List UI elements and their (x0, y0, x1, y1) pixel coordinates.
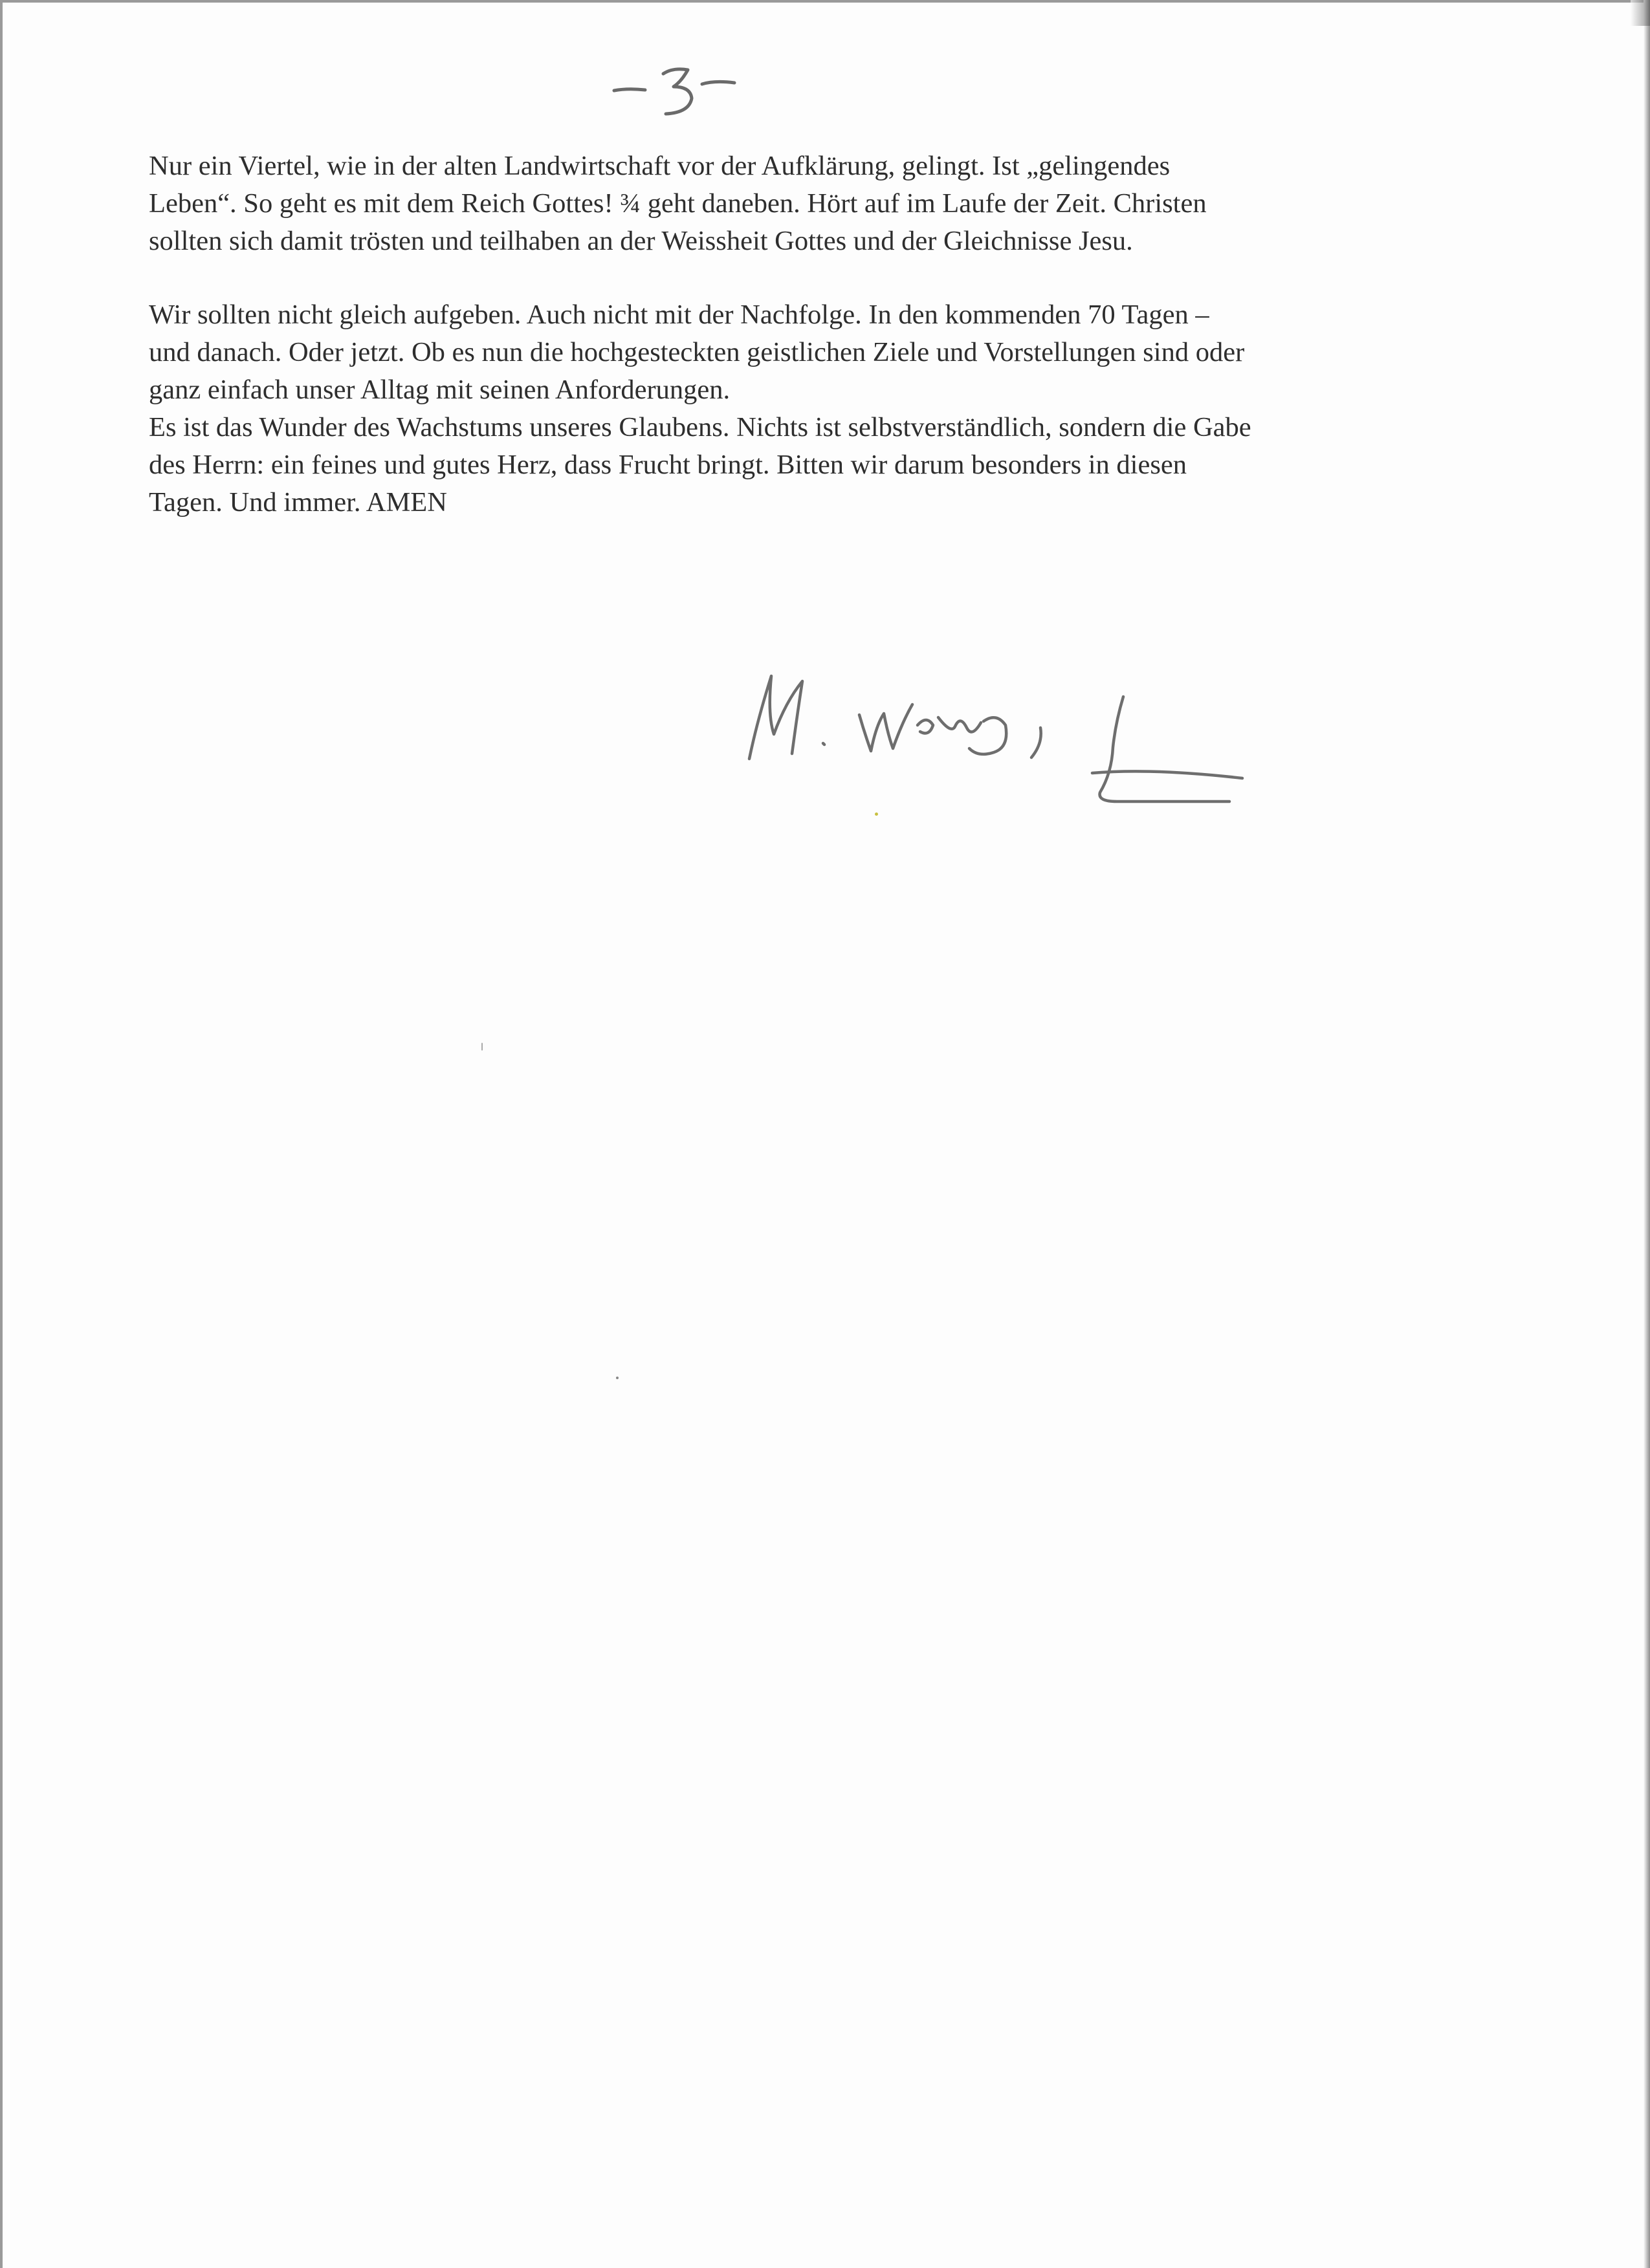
scan-edge-top (0, 0, 1650, 3)
scan-speck (616, 1377, 619, 1379)
text-line: ganz einfach unser Alltag mit seinen Anforderungen. (149, 375, 731, 405)
text-line: sollten sich damit trösten und teilhaben an der Weissheit Gottes und der Gleichnisse Jesu. (149, 226, 1133, 256)
sermon-text (149, 147, 1508, 521)
scan-speck (481, 1043, 483, 1051)
scan-corner-shadow (1631, 0, 1650, 26)
text-line: und danach. Oder jetzt. Ob es nun die hochgesteckten geistlichen Ziele und Vorstellungen sind oder (149, 337, 1245, 367)
scan-speck (875, 812, 878, 816)
scan-edge-right (1644, 0, 1650, 2268)
text-line: Nur ein Viertel, wie in der alten Landwirtschaft vor der Aufklärung, gelingt. Ist „gelingendes (149, 151, 1171, 181)
scan-edge-left (0, 0, 3, 2268)
page-number-drawing (611, 53, 741, 124)
text-line: Leben“. So geht es mit dem Reich Gottes! ¾ geht daneben. Hört auf im Laufe der Zeit. Christen (149, 188, 1207, 219)
paragraph-gap (149, 260, 1508, 296)
handwritten-page-number (611, 53, 741, 124)
text-line: Es ist das Wunder des Wachstums unseres Glaubens. Nichts ist selbstverständlich, sondern die Gabe (149, 412, 1251, 442)
text-line: Wir sollten nicht gleich aufgeben. Auch nicht mit der Nachfolge. In den kommenden 70 Tagen – (149, 300, 1209, 330)
signature-drawing (738, 663, 1255, 844)
text-line: Tagen. Und immer. AMEN (149, 487, 447, 518)
handwritten-signature (738, 663, 1255, 844)
page-number-text (611, 53, 612, 54)
text-line: des Herrn: ein feines und gutes Herz, dass Frucht bringt. Bitten wir darum besonders in diesen (149, 450, 1187, 480)
